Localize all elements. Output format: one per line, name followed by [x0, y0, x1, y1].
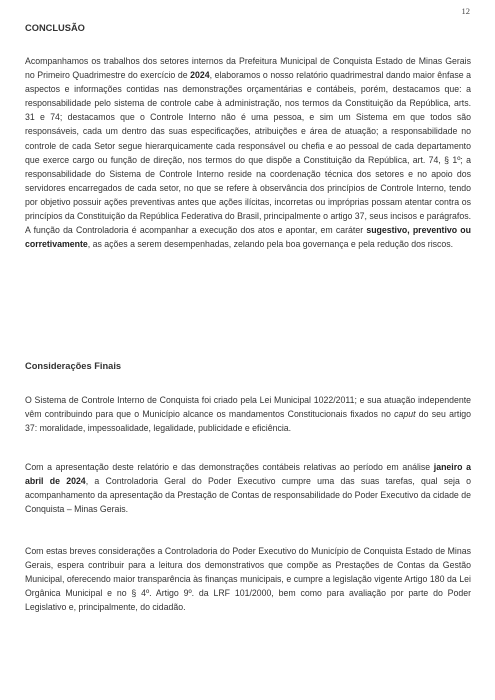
page-number: 12 — [461, 6, 470, 16]
final-considerations-paragraph-1 — [25, 393, 471, 435]
conclusion-paragraph — [25, 54, 471, 251]
final-considerations-paragraph-2 — [25, 460, 471, 516]
caput-term: caput — [394, 409, 416, 420]
paragraph-2-text-a: Com a apresentação deste relatório e das demonstrações contábeis relativas ao período em análise — [25, 462, 434, 472]
final-considerations-paragraph-3: Com estas breves considerações a Controladoria do Poder Executivo do Município de Conquista Estado de Minas Gerais, espera contribuir para a leitura dos demonstrativos que compõe as Prestações de Contas da Gestão Municipal, oferecendo maior transparência às finanças municipais, e cumpre a legislação vigente Artigo 180 da Lei Orgânica Municipal e no § 4º. Artigo 9º. da LRF 101/2000, bem como para avaliação por parte do Poder Legislativo e, principalmente, do cidadão. — [25, 546, 471, 613]
conclusion-emphasis: sugestivo, preventivo ou corretivamente — [25, 225, 472, 250]
conclusion-text-part-2: , elaboramos o nosso relatório quadrimestral dando maior ênfase a aspectos e informações contidas nas demonstrações orçamentárias e contábeis, porém, destacamos que: a responsabilidade pelo sistema de controle cabe à administração, nos termos da Constituição da República, arts. 31 e 74; destacamos que o Controle Interno não é uma pessoa, e sim um Sistema em que todos são responsáveis, cada um dentro das suas especificações, atribuições e área de atuação; a responsabilidade no controle de cada Setor segue hierarquicamente cada responsável ou chefia e ao pessoal de cada departamento que exerce cargo ou função de direção, nos termos do que dispõe a Constituição da República, art. 74, § 1º; a responsabilidade do Sistema de Controle Interno reside na coordenação técnica dos setores e no apoio dos servidores encarregados de cada setor, no que se refere à observância dos princípios de Controle Interno, tendo por objetivo possuir ações preventivas antes que ações ilícitas, incorretas ou impróprias possam atentar contra os princípios da Constituição da República Federativa do Brasil, principalmente o artigo 37, seus incisos e parágrafos. A função da Controladoria é acompanhar a execução dos atos e apontar, em caráter — [25, 70, 472, 236]
conclusion-heading: CONCLUSÃO — [25, 23, 85, 33]
conclusion-text-part-3: , as ações a serem desempenhadas, zelando pela boa governança e pela redução dos riscos. — [87, 239, 454, 250]
conclusion-year: 2024 — [190, 70, 210, 81]
paragraph-1-text-b: do seu artigo 37: moralidade, impessoalidade, legalidade, publicidade e eficiência. — [25, 409, 471, 434]
final-considerations-heading: Considerações Finais — [25, 361, 122, 371]
conclusion-text-part-1: Acompanhamos os trabalhos dos setores internos da Prefeitura Municipal de Conquista Estado de Minas Gerais no Primeiro Quadrimestre do exercício de — [25, 56, 471, 81]
paragraph-2-text-b: , a Controladoria Geral do Poder Executivo cumpre uma das suas tarefas, qual seja o acompanhamento da apresentação da Prestação de Contas de responsabilidade do Poder Executivo da cidade de Conquista – Minas Gerais. — [25, 476, 471, 515]
report-period: janeiro a abril de 2024 — [25, 462, 471, 487]
paragraph-1-text-a: O Sistema de Controle Interno de Conquista foi criado pela Lei Municipal 1022/2011; e sua atuação independente vêm contribuindo para que o Município alcance os mandamentos Constitucionais fixados no — [25, 395, 471, 420]
